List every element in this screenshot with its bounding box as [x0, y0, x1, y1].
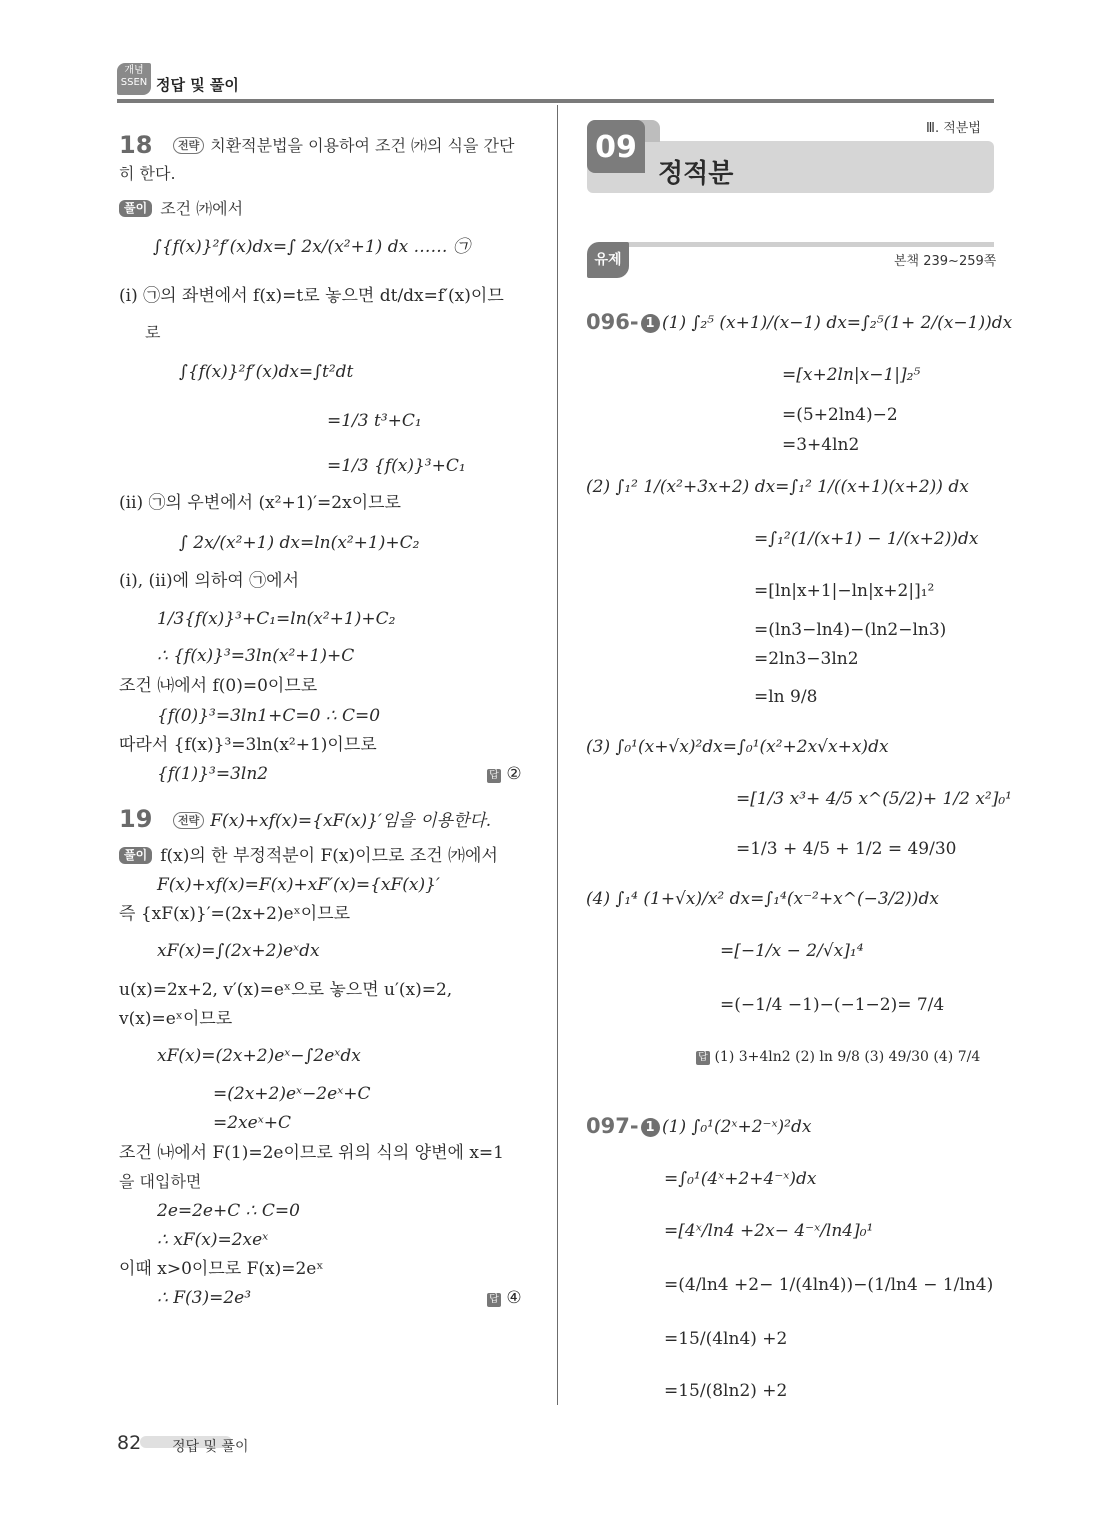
equation-line: =(5+2ln4)−2: [782, 405, 898, 425]
text-line: 이때 x>0이므로 F(x)=2eˣ: [119, 1259, 324, 1279]
section-tag: 유제: [587, 242, 629, 278]
equation-line: F(x)+xf(x)=F(x)+xF′(x)={xF(x)}′: [157, 875, 440, 895]
circled-number-icon: 1: [641, 314, 660, 333]
equation-line: xF(x)=(2x+2)eˣ−∫2eˣdx: [157, 1046, 361, 1066]
series-logo-badge: 개념 SSEN: [117, 63, 151, 95]
strategy-text-cont: 히 한다.: [119, 164, 176, 183]
strategy-tag: 전략: [173, 812, 204, 829]
equation-line: =15/(8ln2) +2: [664, 1381, 788, 1401]
equation-line: =2xeˣ+C: [213, 1113, 291, 1133]
solution-tag: 풀이: [119, 847, 152, 864]
chapter-title: 정적분: [658, 159, 734, 189]
problem-19-number: 19: [119, 805, 153, 833]
strategy-text: F(x)+xf(x)={xF(x)}′임을 이용한다.: [210, 811, 492, 831]
problem-18-number: 18: [119, 131, 153, 159]
equation-line: ∴ {f(x)}³=3ln(x²+1)+C: [157, 646, 355, 666]
equation-line: =1/3 t³+C₁: [327, 411, 422, 431]
equation-line: =∫₁²(1/(x+1) − 1/(x+2))dx: [754, 529, 979, 549]
question-number-text: 097-: [586, 1114, 639, 1138]
section-page-ref: 본책 239~259쪽: [894, 254, 997, 269]
text-line: 조건 ㈏에서 f(0)=0이므로: [119, 676, 318, 696]
page-number: 82: [117, 1432, 142, 1454]
section-bar: [620, 242, 994, 247]
equation-line: (2) ∫₁² 1/(x²+3x+2) dx=∫₁² 1/((x+1)(x+2)) dx: [586, 477, 969, 497]
equation-line: =[4ˣ/ln4 +2x− 4⁻ˣ/ln4]₀¹: [664, 1221, 874, 1241]
text-line: (ⅱ) ㉠의 우변에서 (x²+1)′=2x이므로: [119, 493, 401, 513]
equation-line: =15/(4ln4) +2: [664, 1329, 788, 1349]
equation-line: ∫{f(x)}²f′(x)dx=∫t²dt: [179, 362, 354, 382]
answer-value: (1) 3+4ln2 (2) ln 9/8 (3) 49/30 (4) 7/4: [714, 1049, 981, 1065]
text-line: v(x)=eˣ이므로: [119, 1009, 233, 1029]
equation-line: =(ln3−ln4)−(ln2−ln3): [754, 620, 947, 640]
equation-line: (3) ∫₀¹(x+√x)²dx=∫₀¹(x²+2x√x+x)dx: [586, 737, 889, 757]
chapter-banner: [587, 141, 994, 193]
equation-line: =(4/ln4 +2− 1/(4ln4))−(1/ln4 − 1/ln4): [664, 1275, 994, 1295]
question-number-text: 096-: [586, 310, 639, 334]
equation-line: =[1/3 x³+ 4/5 x^(5/2)+ 1/2 x²]₀¹: [736, 789, 1012, 809]
equation-line: =3+4ln2: [782, 435, 860, 455]
answer-18: [487, 763, 522, 785]
equation-line: 1/3{f(x)}³+C₁=ln(x²+1)+C₂: [157, 609, 396, 629]
text-line: (ⅰ) ㉠의 좌변에서 f(x)=t로 놓으면 dt/dx=f′(x)이므: [119, 286, 504, 306]
strategy-text: 치환적분법을 이용하여 조건 ㈎의 식을 간단: [210, 136, 515, 155]
equation-line: =1/3 {f(x)}³+C₁: [327, 456, 466, 476]
answer-mark-icon: 답: [487, 1293, 501, 1307]
equation-line: (4) ∫₁⁴ (1+√x)/x² dx=∫₁⁴(x⁻²+x^(−3/2))dx: [586, 889, 939, 909]
equation-line: ∴ F(3)=2e³: [157, 1288, 252, 1308]
chapter-subtitle: Ⅲ. 적분법: [926, 121, 981, 136]
solution-tag: 풀이: [119, 200, 152, 217]
answer-mark-icon: 답: [487, 769, 501, 783]
equation-line: ∴ xF(x)=2xeˣ: [157, 1230, 269, 1250]
text-line: 로: [145, 323, 161, 342]
text-line: u(x)=2x+2, v′(x)=eˣ으로 놓으면 u′(x)=2,: [119, 980, 453, 1000]
text-line: 따라서 {f(x)}³=3ln(x²+1)이므로: [119, 735, 377, 755]
equation-line: =(2x+2)eˣ−2eˣ+C: [213, 1084, 371, 1104]
answer-mark-icon: 답: [696, 1051, 710, 1065]
equation-line: =[x+2ln|x−1|]₂⁵: [782, 365, 921, 385]
answer-19: [487, 1287, 522, 1309]
header-rule: [117, 99, 994, 103]
chapter-number: 09: [587, 120, 645, 173]
equation-line: =[ln|x+1|−ln|x+2|]₁²: [754, 581, 935, 601]
text-line: (ⅰ), (ⅱ)에 의하여 ㉠에서: [119, 571, 299, 591]
equation-line: =(−1/4 −1)−(−1−2)= 7/4: [720, 995, 945, 1015]
solution-intro: [119, 845, 498, 867]
equation-line: {f(1)}³=3ln2: [157, 764, 269, 784]
equation-line: ∫ 2x/(x²+1) dx=ln(x²+1)+C₂: [179, 533, 420, 553]
equation-line: xF(x)=∫(2x+2)eˣdx: [157, 941, 320, 961]
answer-value: ④: [506, 1288, 522, 1308]
answer-value: ②: [506, 764, 522, 784]
equation-line: =∫₀¹(4ˣ+2+4⁻ˣ)dx: [664, 1169, 817, 1189]
text-line: 을 대입하면: [119, 1172, 202, 1191]
problem-18-strategy: [173, 135, 514, 157]
solution-intro-text: 조건 ㈎에서: [160, 199, 244, 218]
circled-number-icon: 1: [641, 1118, 660, 1137]
text-line: 즉 {xF(x)}′=(2x+2)eˣ이므로: [119, 904, 351, 924]
equation-line: =ln 9/8: [754, 687, 818, 707]
strategy-tag: 전략: [173, 137, 204, 154]
equation-line: (1) ∫₂⁵ (x+1)/(x−1) dx=∫₂⁵(1+ 2/(x−1))dx: [662, 313, 1013, 333]
answer-096: [696, 1046, 980, 1068]
text-line: 조건 ㈏에서 F(1)=2e이므로 위의 식의 양변에 x=1: [119, 1143, 504, 1163]
equation-line: 2e=2e+C ∴ C=0: [157, 1201, 300, 1221]
equation-line: {f(0)}³=3ln1+C=0 ∴ C=0: [157, 706, 381, 726]
column-divider: [557, 105, 558, 1405]
equation-line: (1) ∫₀¹(2ˣ+2⁻ˣ)²dx: [662, 1117, 812, 1137]
equation-line: =1/3 + 4/5 + 1/2 = 49/30: [736, 839, 957, 859]
question-096-number: [586, 310, 660, 334]
problem-19-strategy: [173, 810, 491, 832]
equation-line: ∫{f(x)}²f′(x)dx=∫ 2x/(x²+1) dx …… ㉠: [153, 237, 470, 257]
header-title: 정답 및 풀이: [156, 76, 239, 94]
question-097-number: [586, 1114, 660, 1138]
equation-line: =2ln3−3ln2: [754, 649, 859, 669]
equation-line: =[−1/x − 2/√x]₁⁴: [720, 941, 864, 961]
solution-intro: [119, 198, 243, 220]
footer-text: 정답 및 풀이: [172, 1439, 249, 1455]
solution-intro-text: f(x)의 한 부정적분이 F(x)이므로 조건 ㈎에서: [160, 846, 498, 866]
